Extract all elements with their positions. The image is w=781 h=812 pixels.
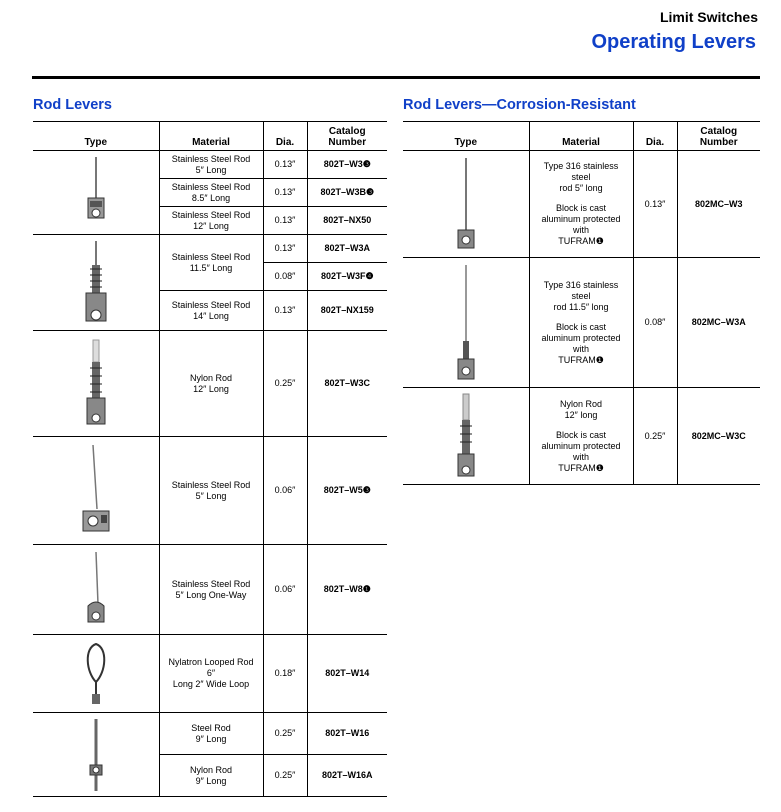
material-cell: Stainless Steel Rod 5″ Long <box>159 437 263 545</box>
dia-cell: 0.25″ <box>263 331 307 437</box>
catalog-cell: 802T–W16 <box>307 713 387 755</box>
material-note: Block is cast aluminum protected with TUFRAM❶ <box>541 429 621 473</box>
col-type: Type <box>84 137 108 148</box>
table-row <box>33 635 387 713</box>
table-row <box>33 151 387 179</box>
material-note: Block is cast aluminum protected with TUFRAM❶ <box>541 203 621 246</box>
dia-cell: 0.06″ <box>263 437 307 545</box>
material-cell: Nylon Rod 12″ Long <box>159 331 263 437</box>
material-cell <box>529 258 633 388</box>
header-rule <box>32 76 760 79</box>
material-cell: Nylatron Looped Rod 6″ Long 2″ Wide Loop <box>159 635 263 713</box>
table-row <box>403 151 760 258</box>
dia-cell: 0.13″ <box>263 207 307 235</box>
material-text: Type 316 stainless steel rod 11.5″ long <box>543 279 619 312</box>
material-cell: Nylon Rod 9″ Long <box>159 755 263 797</box>
catalog-cell: 802T–W14 <box>307 635 387 713</box>
catalog-cell: 802T–W16A <box>307 755 387 797</box>
dia-cell: 0.25″ <box>263 713 307 755</box>
catalog-cell: 802T–W8❶ <box>307 545 387 635</box>
material-text: Type 316 stainless steel rod 5″ long <box>543 161 619 193</box>
catalog-cell: 802T–NX50 <box>307 207 387 235</box>
lever-image <box>33 713 159 797</box>
material-cell: Stainless Steel Rod 14″ Long <box>159 291 263 331</box>
material-cell <box>529 151 633 258</box>
left-section-title: Rod Levers <box>33 97 112 113</box>
material-cell: Stainless Steel Rod 8.5″ Long <box>159 179 263 207</box>
lever-image <box>403 388 529 485</box>
col-dia: Dia. <box>263 122 307 151</box>
table-row <box>33 437 387 545</box>
lever-image <box>33 331 159 437</box>
dia-cell: 0.08″ <box>263 263 307 291</box>
material-cell: Steel Rod 9″ Long <box>159 713 263 755</box>
catalog-cell: 802T–W3A <box>307 235 387 263</box>
material-cell <box>529 388 633 485</box>
table-row <box>33 331 387 437</box>
lever-image <box>403 258 529 388</box>
material-cell: Stainless Steel Rod 12″ Long <box>159 207 263 235</box>
lever-image <box>403 151 529 258</box>
dia-cell: 0.13″ <box>263 179 307 207</box>
table-row <box>33 713 387 755</box>
dia-cell: 0.06″ <box>263 545 307 635</box>
table-row <box>33 235 387 263</box>
catalog-cell: 802T–NX159 <box>307 291 387 331</box>
material-cell: Stainless Steel Rod 11.5″ Long <box>159 235 263 291</box>
page-title: Operating Levers <box>591 31 756 53</box>
lever-image <box>33 437 159 545</box>
category-label: Limit Switches <box>659 9 758 25</box>
table-row <box>403 258 760 388</box>
material-cell: Stainless Steel Rod 5″ Long <box>159 151 263 179</box>
catalog-cell: 802T–W3F❹ <box>307 263 387 291</box>
catalog-cell: 802MC–W3C <box>677 388 760 485</box>
corrosion-resistant-table <box>403 121 760 485</box>
dia-cell: 0.13″ <box>263 235 307 263</box>
dia-cell: 0.25″ <box>633 388 677 485</box>
lever-image <box>33 235 159 331</box>
catalog-cell: 802MC–W3 <box>677 151 760 258</box>
catalog-cell: 802T–W3B❸ <box>307 179 387 207</box>
col-material: Material <box>159 122 263 151</box>
col-catalog: Catalog Number <box>677 122 760 151</box>
dia-cell: 0.08″ <box>633 258 677 388</box>
lever-image <box>33 635 159 713</box>
col-material: Material <box>529 122 633 151</box>
col-catalog: Catalog Number <box>307 122 387 151</box>
table-row <box>33 545 387 635</box>
dia-cell: 0.13″ <box>263 291 307 331</box>
material-note: Block is cast aluminum protected with TUFRAM❶ <box>541 321 621 365</box>
rod-levers-table <box>33 121 387 797</box>
dia-cell: 0.13″ <box>633 151 677 258</box>
col-type: Type <box>454 137 478 148</box>
dia-cell: 0.13″ <box>263 151 307 179</box>
catalog-cell: 802T–W3C <box>307 331 387 437</box>
catalog-cell: 802MC–W3A <box>677 258 760 388</box>
lever-image <box>33 545 159 635</box>
material-text: Nylon Rod 12″ long <box>559 398 603 420</box>
col-dia: Dia. <box>633 122 677 151</box>
dia-cell: 0.18″ <box>263 635 307 713</box>
table-row <box>403 388 760 485</box>
material-cell: Stainless Steel Rod 5″ Long One-Way <box>159 545 263 635</box>
lever-image <box>33 151 159 235</box>
catalog-cell: 802T–W3❸ <box>307 151 387 179</box>
catalog-cell: 802T–W5❸ <box>307 437 387 545</box>
right-section-title: Rod Levers—Corrosion-Resistant <box>403 97 636 113</box>
dia-cell: 0.25″ <box>263 755 307 797</box>
